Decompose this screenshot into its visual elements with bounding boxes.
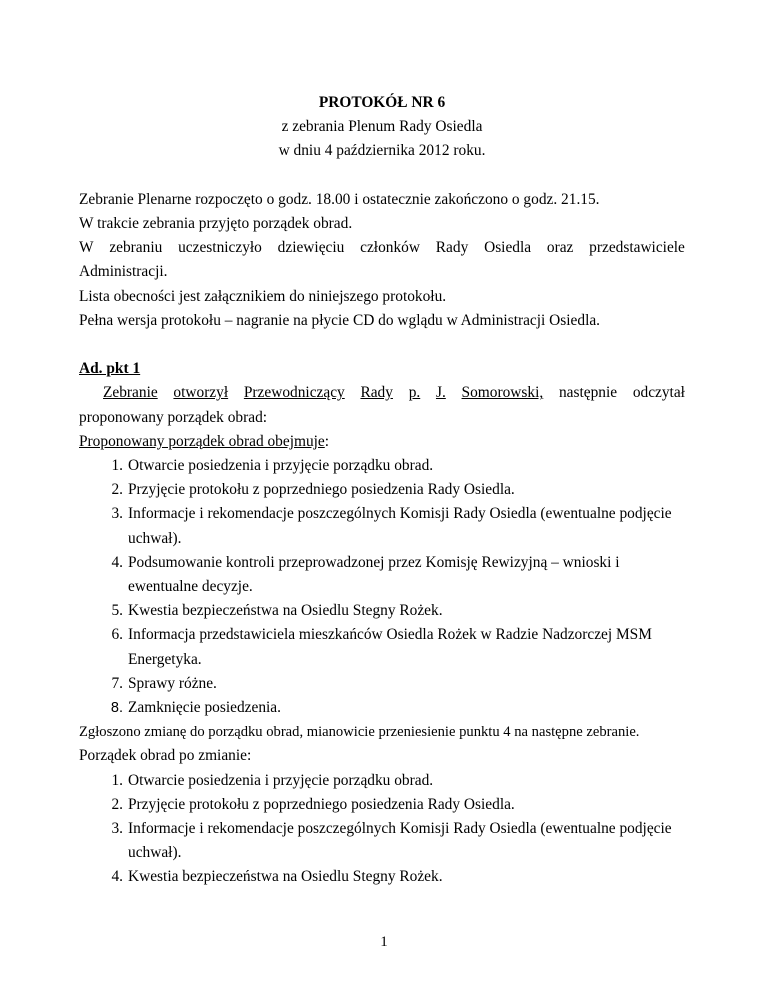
list-item-continuation — [0, 530, 768, 548]
item-text: Przyjęcie protokołu z poprzedniego posiedzenia Rady Osiedla. — [128, 795, 515, 813]
list-item — [0, 820, 768, 838]
word: p. — [408, 384, 421, 402]
list-item — [0, 505, 768, 523]
word: przedstawiciele — [589, 239, 685, 257]
document-date: w dniu 4 października 2012 roku. — [278, 142, 486, 160]
word: J. — [435, 384, 446, 402]
list-item — [0, 772, 768, 790]
item-number: 2. — [111, 481, 123, 499]
word: dziewięciu — [277, 239, 345, 257]
list-item — [0, 699, 768, 717]
item-text: Informacja przedstawiciela mieszkańców Osiedla Rożek w Radzie Nadzorczej MSM — [128, 626, 652, 644]
list-item-continuation — [0, 844, 768, 862]
item-number: 2. — [111, 795, 123, 813]
list-item — [0, 602, 768, 620]
list-item — [0, 675, 768, 693]
item-number: 3. — [111, 820, 123, 837]
item-number: 8. — [110, 700, 123, 716]
item-text: uchwał). — [128, 844, 182, 862]
list-item — [0, 481, 768, 499]
word: W — [79, 239, 94, 257]
word: Somorowski, — [461, 384, 544, 402]
list-item — [0, 554, 768, 572]
word: Zebranie — [103, 384, 158, 402]
intro-line-6: Pełna wersja protokołu – nagranie na płycie CD do wglądu w Administracji Osiedla. — [79, 311, 601, 329]
document-title: PROTOKÓŁ NR 6 — [318, 94, 446, 111]
word: Rady — [360, 384, 393, 402]
intro-line-3 — [79, 239, 685, 257]
item-number: 4. — [111, 868, 123, 886]
intro-line-2: W trakcie zebrania przyjęto porządek obrad. — [79, 215, 353, 232]
proposed-label-colon: : — [324, 432, 330, 450]
section-line-2: proponowany porządek obrad: — [79, 408, 268, 426]
item-text: Sprawy różne. — [128, 674, 217, 692]
item-text: Energetyka. — [128, 650, 202, 668]
item-number: 7. — [111, 674, 123, 692]
section-heading: Ad. pkt 1 — [79, 360, 141, 378]
word: zebraniu — [109, 239, 163, 257]
word: odczytał — [632, 384, 685, 402]
list-item-continuation — [0, 651, 768, 669]
item-number: 6. — [111, 626, 123, 644]
list-item — [0, 626, 768, 644]
proposed-label-text: Proponowany porządek obrad obejmuje — [79, 432, 325, 450]
word: uczestniczyło — [178, 239, 262, 257]
intro-line-1: Zebranie Plenarne rozpoczęto o godz. 18.00 i ostatecznie zakończono o godz. 21.15. — [79, 190, 600, 208]
intro-line-5: Lista obecności jest załącznikiem do niniejszego protokołu. — [79, 287, 447, 305]
item-text: Podsumowanie kontroli przeprowadzonej przez Komisję Rewizyjną – wnioski i — [128, 553, 620, 571]
list-item-continuation — [0, 578, 768, 596]
item-number: 1. — [111, 457, 123, 474]
item-text: Kwestia bezpieczeństwa na Osiedlu Stegny Rożek. — [128, 602, 443, 620]
change-line-1: Zgłoszono zmianę do porządku obrad, mianowicie przeniesienie punktu 4 na następne zebranie. — [79, 724, 640, 741]
word: otworzył — [173, 384, 229, 402]
item-text: Otwarcie posiedzenia i przyjęcie porządku obrad. — [128, 457, 434, 474]
item-text: Informacje i rekomendacje poszczególnych Komisji Rady Osiedla (ewentualne podjęcie — [128, 505, 672, 523]
item-text: uchwał). — [128, 529, 182, 547]
item-text: Kwestia bezpieczeństwa na Osiedlu Stegny Rożek. — [128, 868, 443, 886]
list-item — [0, 457, 768, 475]
list-item — [0, 796, 768, 814]
page-number: 1 — [380, 934, 388, 950]
word: następnie — [558, 384, 618, 402]
item-text: Zamknięcie posiedzenia. — [128, 699, 281, 716]
document-subtitle: z zebrania Plenum Rady Osiedla — [281, 118, 483, 136]
intro-line-4: Administracji. — [79, 263, 168, 281]
item-number: 5. — [111, 602, 123, 620]
proposed-agenda-label — [79, 433, 685, 451]
section-line-1 — [103, 384, 685, 402]
item-text: ewentualne decyzje. — [128, 578, 253, 595]
item-text: Przyjęcie protokołu z poprzedniego posiedzenia Rady Osiedla. — [128, 481, 515, 499]
word: oraz — [546, 239, 574, 257]
word: Rady — [435, 239, 469, 257]
change-line-2: Porządek obrad po zmianie: — [79, 747, 252, 765]
list-item — [0, 868, 768, 886]
word: członków — [360, 239, 420, 257]
item-text: Otwarcie posiedzenia i przyjęcie porządku obrad. — [128, 771, 434, 789]
word: Osiedla — [484, 239, 532, 257]
item-number: 4. — [111, 553, 123, 571]
item-text: Informacje i rekomendacje poszczególnych Komisji Rady Osiedla (ewentualne podjęcie — [128, 820, 672, 837]
item-number: 1. — [111, 771, 123, 789]
word: Przewodniczący — [243, 384, 345, 402]
item-number: 3. — [111, 505, 123, 523]
